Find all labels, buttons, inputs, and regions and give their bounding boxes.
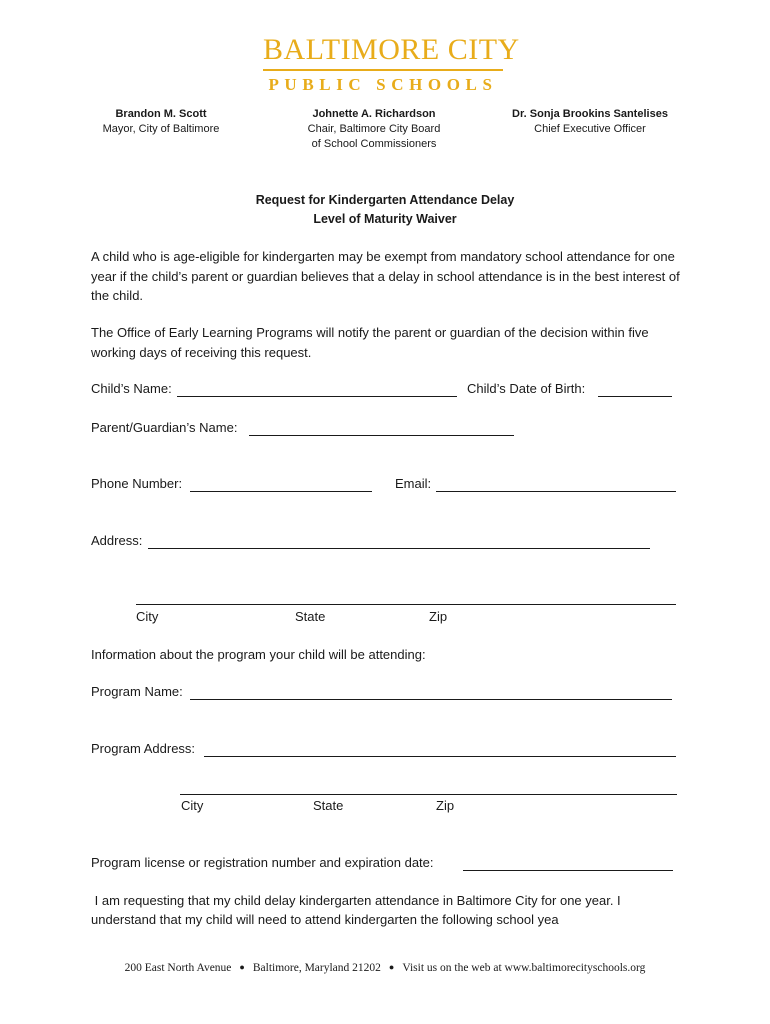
program-city-label: City [181,798,204,813]
program-name-field[interactable] [190,699,672,700]
address-label: Address: [91,533,143,548]
child-dob-label: Child’s Date of Birth: [467,381,586,396]
phone-label: Phone Number: [91,476,183,491]
official-mayor [92,107,230,137]
program-zip-label: Zip [436,798,455,813]
logo-line-2: PUBLIC SCHOOLS [268,75,498,94]
district-logo [263,33,520,95]
footer-city: Baltimore, Maryland 21202 [252,962,381,974]
official-ceo [505,107,675,137]
form-title-line-2: Level of Maturity Waiver [313,212,457,226]
footer-address: 200 East North Avenue [124,962,232,974]
official-board-chair [300,107,448,152]
official-title: Chair, Baltimore City Board [307,123,441,135]
state-label: State [295,609,326,624]
bullet-icon: ● [388,962,395,972]
address-field[interactable] [148,548,650,549]
city-label: City [136,609,159,624]
logo-divider [263,69,503,71]
program-name-label: Program Name: [91,684,183,699]
official-title: Mayor, City of Baltimore [102,123,220,135]
child-name-label: Child’s Name: [91,381,172,396]
program-state-label: State [313,798,344,813]
logo-line-1: BALTIMORE CITY [263,33,520,66]
child-name-field[interactable] [177,396,457,397]
address-city-line[interactable] [136,604,676,605]
email-field[interactable] [436,491,676,492]
parent-name-field[interactable] [249,435,514,436]
license-field[interactable] [463,870,673,871]
parent-name-label: Parent/Guardian’s Name: [91,420,238,435]
form-title [0,191,770,229]
request-line-2: understand that my child will need to attend kindergarten the following school yea [91,912,559,927]
official-name: Dr. Sonja Brookins Santelises [512,108,668,120]
program-city-line[interactable] [180,794,677,795]
email-label: Email: [395,476,432,491]
request-line-1: I am requesting that my child delay kindergarten attendance in Baltimore City for one year. I [91,893,621,908]
license-label: Program license or registration number and expiration date: [91,855,434,870]
page-footer [0,962,770,974]
official-title: Chief Executive Officer [534,123,646,135]
phone-field[interactable] [190,491,372,492]
form-title-line-1: Request for Kindergarten Attendance Delay [255,193,515,207]
bullet-icon: ● [239,962,245,972]
notification-paragraph: The Office of Early Learning Programs will notify the parent or guardian of the decision within five working days of receiving this request. [91,325,649,360]
child-dob-field[interactable] [598,396,672,397]
official-title-cont: of School Commissioners [311,138,437,150]
official-name: Johnette A. Richardson [312,108,436,120]
program-address-field[interactable] [204,756,676,757]
zip-label: Zip [429,609,448,624]
official-name: Brandon M. Scott [115,108,207,120]
footer-web: Visit us on the web at www.baltimorecityschools.org [402,962,646,974]
program-address-label: Program Address: [91,741,196,756]
intro-paragraph: A child who is age-eligible for kindergarten may be exempt from mandatory school attendance for one year if the child’s parent or guardian believes that a delay in school attendance is in the best interest of the child. [91,249,680,303]
program-info-label: Information about the program your child will be attending: [91,647,426,662]
